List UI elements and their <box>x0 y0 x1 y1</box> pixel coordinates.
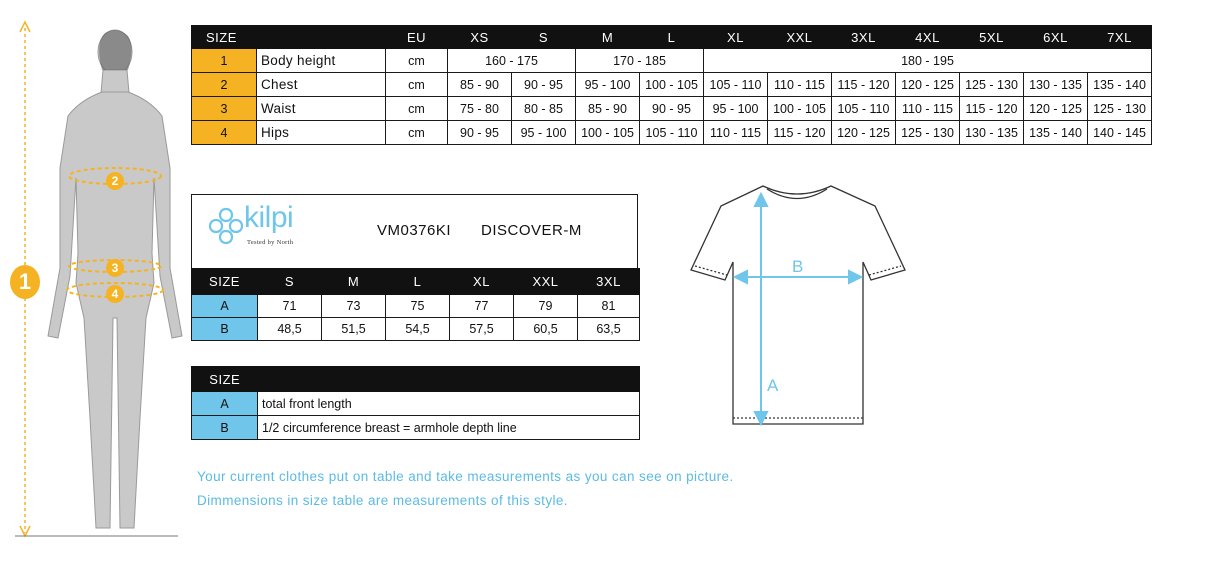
value-cell: 48,5 <box>258 318 322 341</box>
value-cell: 120 - 125 <box>896 73 960 97</box>
value-cell: 125 - 130 <box>896 121 960 145</box>
value-cell: 105 - 110 <box>832 97 896 121</box>
value-cell: 110 - 115 <box>768 73 832 97</box>
row-label: Hips <box>257 121 386 145</box>
table-row <box>192 295 640 318</box>
table-row <box>192 416 640 440</box>
value-cell: 54,5 <box>386 318 450 341</box>
header-cell: S <box>258 269 322 295</box>
value-cell: 90 - 95 <box>512 73 576 97</box>
value-cell: 115 - 120 <box>832 73 896 97</box>
value-cell: 100 - 105 <box>768 97 832 121</box>
kilpi-logo-icon <box>206 205 246 247</box>
value-cell: 81 <box>578 295 640 318</box>
value-cell: 51,5 <box>322 318 386 341</box>
tshirt-diagram <box>685 180 910 430</box>
product-size-table <box>191 268 640 341</box>
range-cell: 160 - 175 <box>448 49 576 73</box>
row-number: 4 <box>192 121 257 145</box>
value-cell: 63,5 <box>578 318 640 341</box>
header-cell: XL <box>704 26 768 49</box>
header-cell: EU <box>386 26 448 49</box>
header-cell: SIZE <box>192 269 258 295</box>
header-cell: 4XL <box>896 26 960 49</box>
value-cell: 125 - 130 <box>1088 97 1152 121</box>
note-line-2: Dimmensions in size table are measurements of this style. <box>197 493 568 508</box>
row-label: Waist <box>257 97 386 121</box>
table-row <box>192 97 1152 121</box>
header-cell <box>258 367 640 392</box>
range-cell: 170 - 185 <box>576 49 704 73</box>
header-cell: SIZE <box>192 26 257 49</box>
value-cell: 95 - 100 <box>512 121 576 145</box>
unit-cell: cm <box>386 121 448 145</box>
row-number: 1 <box>192 49 257 73</box>
size-chart-header <box>192 26 1152 49</box>
value-cell: 71 <box>258 295 322 318</box>
value-cell: 90 - 95 <box>448 121 512 145</box>
value-cell: 85 - 90 <box>576 97 640 121</box>
value-cell: 125 - 130 <box>960 73 1024 97</box>
header-cell: M <box>576 26 640 49</box>
product-header-box <box>191 194 638 268</box>
header-cell: 3XL <box>832 26 896 49</box>
value-cell: 120 - 125 <box>1024 97 1088 121</box>
legend-header <box>192 367 640 392</box>
value-cell: 135 - 140 <box>1088 73 1152 97</box>
value-cell: 60,5 <box>514 318 578 341</box>
header-cell: 7XL <box>1088 26 1152 49</box>
value-cell: 75 - 80 <box>448 97 512 121</box>
size-chart-table <box>191 25 1152 145</box>
row-label: B <box>192 416 258 440</box>
table-row <box>192 73 1152 97</box>
marker-1: 1 <box>10 265 40 299</box>
value-cell: 105 - 110 <box>704 73 768 97</box>
row-number: 2 <box>192 73 257 97</box>
value-cell: 100 - 105 <box>576 121 640 145</box>
value-cell: 135 - 140 <box>1024 121 1088 145</box>
header-cell: 6XL <box>1024 26 1088 49</box>
value-cell: 75 <box>386 295 450 318</box>
header-cell: S <box>512 26 576 49</box>
table-row <box>192 49 1152 73</box>
row-label: B <box>192 318 258 341</box>
note-line-1: Your current clothes put on table and take measurements as you can see on picture. <box>197 469 734 484</box>
header-cell: 3XL <box>578 269 640 295</box>
value-cell: 115 - 120 <box>960 97 1024 121</box>
value-cell: 77 <box>450 295 514 318</box>
row-label: A <box>192 392 258 416</box>
value-cell: 80 - 85 <box>512 97 576 121</box>
header-cell: XXL <box>514 269 578 295</box>
unit-cell: cm <box>386 73 448 97</box>
header-cell: M <box>322 269 386 295</box>
value-cell: 95 - 100 <box>704 97 768 121</box>
value-cell: 100 - 105 <box>640 73 704 97</box>
range-cell: 180 - 195 <box>704 49 1152 73</box>
legend-table <box>191 366 640 440</box>
value-cell: 95 - 100 <box>576 73 640 97</box>
value-cell: 140 - 145 <box>1088 121 1152 145</box>
value-cell: 79 <box>514 295 578 318</box>
table-row <box>192 121 1152 145</box>
header-cell: XS <box>448 26 512 49</box>
row-number: 3 <box>192 97 257 121</box>
product-code: VM0376KI <box>377 222 452 239</box>
value-cell: 130 - 135 <box>1024 73 1088 97</box>
value-cell: 120 - 125 <box>832 121 896 145</box>
header-cell <box>257 26 386 49</box>
table-row <box>192 318 640 341</box>
header-cell: L <box>640 26 704 49</box>
brand-logo: kilpi <box>244 201 294 234</box>
value-cell: 110 - 115 <box>704 121 768 145</box>
header-cell: SIZE <box>192 367 258 392</box>
product-table-header <box>192 269 640 295</box>
header-cell: L <box>386 269 450 295</box>
row-label: A <box>192 295 258 318</box>
measure-arrows <box>735 194 861 424</box>
header-cell: XL <box>450 269 514 295</box>
value-cell: 90 - 95 <box>640 97 704 121</box>
marker-2: 2 <box>106 172 124 190</box>
product-name: DISCOVER-M <box>481 222 582 239</box>
legend-text: total front length <box>258 392 640 416</box>
unit-cell: cm <box>386 49 448 73</box>
value-cell: 130 - 135 <box>960 121 1024 145</box>
marker-3: 3 <box>106 259 124 277</box>
value-cell: 115 - 120 <box>768 121 832 145</box>
row-label: Body height <box>257 49 386 73</box>
brand-tagline: Tested by North <box>247 239 294 246</box>
row-label: Chest <box>257 73 386 97</box>
header-cell: 5XL <box>960 26 1024 49</box>
header-cell: XXL <box>768 26 832 49</box>
value-cell: 85 - 90 <box>448 73 512 97</box>
label-b: B <box>792 257 804 276</box>
legend-text: 1/2 circumference breast = armhole depth line <box>258 416 640 440</box>
marker-4: 4 <box>106 285 124 303</box>
table-row <box>192 392 640 416</box>
value-cell: 73 <box>322 295 386 318</box>
value-cell: 57,5 <box>450 318 514 341</box>
value-cell: 110 - 115 <box>896 97 960 121</box>
unit-cell: cm <box>386 97 448 121</box>
value-cell: 105 - 110 <box>640 121 704 145</box>
label-a: A <box>767 376 779 395</box>
